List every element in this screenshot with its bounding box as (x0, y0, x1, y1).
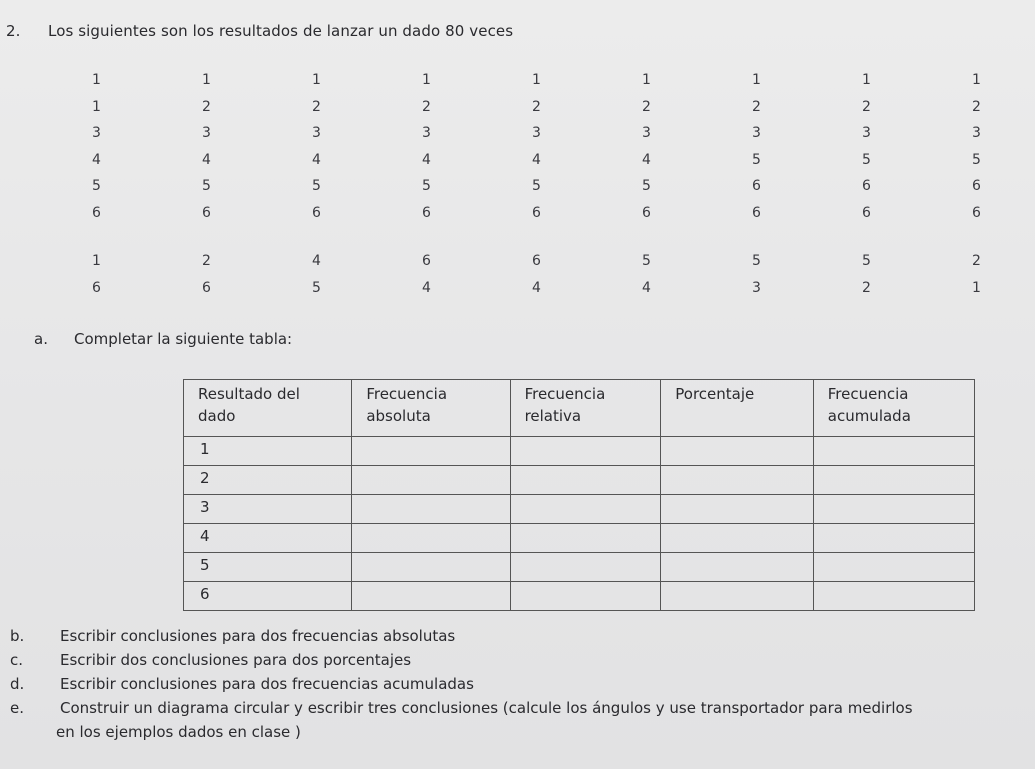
empty-answer-cell[interactable] (813, 466, 974, 495)
dice-value: 5 (862, 253, 871, 269)
dice-value: 1 (92, 72, 101, 88)
dice-value: 3 (312, 125, 321, 141)
empty-answer-cell[interactable] (813, 495, 974, 524)
question-text: Los siguientes son los resultados de lanzar un dado 80 veces (48, 22, 514, 40)
dice-value: 4 (202, 151, 211, 168)
dice-value: 2 (752, 98, 761, 115)
part-a (34, 330, 292, 348)
question-number: 2. (6, 22, 21, 40)
dice-value: 6 (752, 204, 761, 221)
dice-value: 1 (972, 72, 981, 88)
dice-value: 5 (752, 253, 761, 269)
dice-value: 6 (422, 253, 431, 269)
dice-value: 6 (532, 253, 541, 269)
dice-value: 6 (972, 178, 981, 194)
dice-value: 5 (312, 178, 321, 194)
dice-value: 1 (532, 72, 541, 88)
dice-value: 1 (422, 72, 431, 88)
dice-value: 4 (642, 279, 651, 296)
table-row (184, 466, 975, 495)
dice-value: 6 (862, 204, 871, 221)
empty-answer-cell[interactable] (510, 553, 661, 582)
dice-value: 4 (312, 151, 321, 168)
dice-value: 6 (862, 178, 871, 194)
dice-value: 4 (532, 279, 541, 296)
dice-value: 1 (862, 72, 871, 88)
question-2 (6, 22, 513, 40)
dice-value: 5 (752, 151, 761, 168)
empty-answer-cell[interactable] (661, 582, 813, 611)
dice-value: 1 (202, 72, 211, 88)
dice-value: 3 (862, 125, 871, 141)
empty-answer-cell[interactable] (661, 495, 813, 524)
dice-value: 5 (642, 253, 651, 269)
empty-answer-cell[interactable] (661, 553, 813, 582)
dice-value: 2 (972, 98, 981, 115)
dice-value: 1 (642, 72, 651, 88)
empty-answer-cell[interactable] (813, 437, 974, 466)
dice-value: 6 (422, 204, 431, 221)
empty-answer-cell[interactable] (352, 553, 510, 582)
dice-value: 5 (642, 178, 651, 194)
dice-value: 4 (422, 279, 431, 296)
dice-results-block-1 (88, 72, 988, 231)
dice-value: 4 (312, 253, 321, 269)
dice-value: 4 (92, 151, 101, 168)
dice-value: 3 (972, 125, 981, 141)
empty-answer-cell[interactable] (813, 553, 974, 582)
dice-value: 6 (202, 279, 211, 296)
dice-value: 5 (862, 151, 871, 168)
empty-answer-cell[interactable] (661, 466, 813, 495)
dice-result-cell: 3 (184, 495, 352, 524)
item-e: e. Construir un diagrama circular y escribir tres conclusiones (calcule los ángulos y use transportador para medirlos (10, 699, 913, 717)
dice-value: 3 (202, 125, 211, 141)
part-a-text: Completar la siguiente tabla: (74, 330, 293, 348)
dice-value: 3 (752, 279, 761, 296)
empty-answer-cell[interactable] (352, 524, 510, 553)
empty-answer-cell[interactable] (813, 582, 974, 611)
dice-value: 6 (92, 204, 101, 221)
question-items (6, 624, 1035, 744)
dice-value: 1 (92, 98, 101, 115)
table-row (184, 495, 975, 524)
dice-value: 6 (312, 204, 321, 221)
dice-results-block-2 (88, 253, 988, 306)
dice-result-cell: 2 (184, 466, 352, 495)
dice-value: 3 (642, 125, 651, 141)
dice-value: 1 (972, 279, 981, 296)
dice-result-cell: 1 (184, 437, 352, 466)
dice-result-cell: 5 (184, 553, 352, 582)
dice-value: 3 (92, 125, 101, 141)
empty-answer-cell[interactable] (510, 466, 661, 495)
dice-value: 5 (202, 178, 211, 194)
dice-value: 2 (202, 253, 211, 269)
dice-result-cell: 4 (184, 524, 352, 553)
dice-value: 1 (312, 72, 321, 88)
dice-value: 6 (202, 204, 211, 221)
empty-answer-cell[interactable] (661, 524, 813, 553)
empty-answer-cell[interactable] (352, 466, 510, 495)
dice-value: 5 (972, 151, 981, 168)
dice-value: 5 (92, 178, 101, 194)
dice-value: 3 (422, 125, 431, 141)
dice-value: 5 (532, 178, 541, 194)
frequency-table (183, 379, 975, 611)
dice-value: 4 (422, 151, 431, 168)
header-frecuencia-absoluta: Frecuencia absoluta (352, 380, 510, 437)
dice-value: 6 (752, 178, 761, 194)
dice-value: 2 (862, 98, 871, 115)
table-header-row (184, 380, 975, 437)
dice-value: 1 (92, 253, 101, 269)
table-row (184, 437, 975, 466)
item-b: b. Escribir conclusiones para dos frecuencias absolutas (10, 627, 456, 645)
dice-result-cell: 6 (184, 582, 352, 611)
dice-value: 2 (642, 98, 651, 115)
empty-answer-cell[interactable] (510, 495, 661, 524)
empty-answer-cell[interactable] (352, 582, 510, 611)
header-frecuencia-acumulada: Frecuencia acumulada (813, 380, 974, 437)
header-porcentaje: Porcentaje (661, 380, 813, 437)
dice-value: 2 (532, 98, 541, 115)
item-d: d. Escribir conclusiones para dos frecuencias acumuladas (10, 675, 474, 693)
dice-value: 6 (972, 204, 981, 221)
dice-value: 2 (312, 98, 321, 115)
dice-value: 6 (642, 204, 651, 221)
table-row (184, 582, 975, 611)
dice-value: 3 (532, 125, 541, 141)
empty-answer-cell[interactable] (661, 437, 813, 466)
empty-answer-cell[interactable] (813, 524, 974, 553)
dice-value: 6 (92, 279, 101, 296)
empty-answer-cell[interactable] (352, 495, 510, 524)
dice-value: 5 (422, 178, 431, 194)
item-e-continuation: en los ejemplos dados en clase ) (56, 723, 301, 741)
header-resultado: Resultado del dado (184, 380, 352, 437)
header-frecuencia-relativa: Frecuencia relativa (510, 380, 661, 437)
dice-value: 2 (972, 253, 981, 269)
part-a-letter: a. (34, 330, 48, 348)
empty-answer-cell[interactable] (510, 437, 661, 466)
empty-answer-cell[interactable] (352, 437, 510, 466)
dice-value: 6 (532, 204, 541, 221)
dice-value: 4 (532, 151, 541, 168)
dice-value: 2 (202, 98, 211, 115)
item-c: c. Escribir dos conclusiones para dos porcentajes (10, 651, 412, 669)
dice-value: 2 (422, 98, 431, 115)
table-row (184, 553, 975, 582)
dice-value: 1 (752, 72, 761, 88)
dice-value: 5 (312, 279, 321, 296)
table-row (184, 524, 975, 553)
dice-value: 4 (642, 151, 651, 168)
dice-value: 2 (862, 279, 871, 296)
empty-answer-cell[interactable] (510, 524, 661, 553)
dice-value: 3 (752, 125, 761, 141)
empty-answer-cell[interactable] (510, 582, 661, 611)
